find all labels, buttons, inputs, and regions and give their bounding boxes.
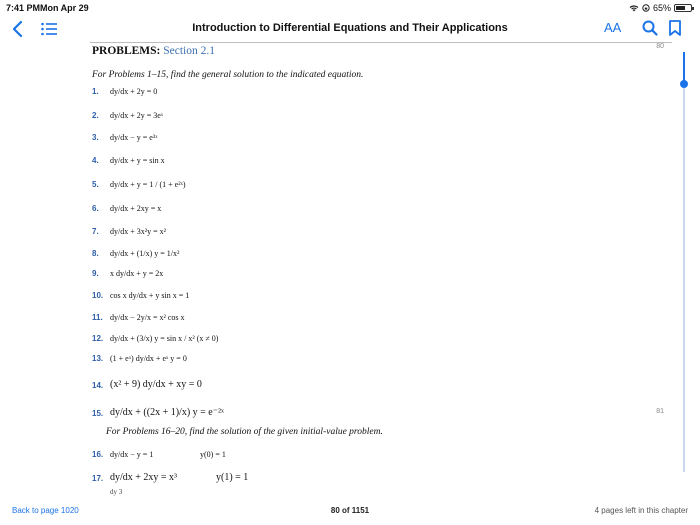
status-date: Mon Apr 29: [40, 3, 89, 13]
problem-number: 17.: [92, 474, 104, 483]
page-indicator: 80 of 1151: [330, 506, 370, 515]
footer-bar: [0, 498, 700, 525]
problem-number: 4.: [92, 156, 99, 165]
nav-bar: [0, 16, 700, 42]
page-scrubber-progress: [683, 52, 685, 82]
battery-percent: 65%: [652, 3, 671, 13]
problems-heading: [92, 45, 215, 57]
battery-icon: [674, 4, 692, 12]
problem-expression: cos x dy/dx + y sin x = 1: [110, 291, 190, 300]
problem-expression: dy/dx + 2xy = x: [110, 204, 162, 213]
problem-number: 16.: [92, 450, 104, 459]
problem-expression: (x² + 9) dy/dx + xy = 0: [110, 379, 202, 390]
problems-label: PROBLEMS:: [92, 45, 161, 57]
problem-number: 8.: [92, 249, 99, 258]
problem-expression: (1 + eˣ) dy/dx + eˣ y = 0: [110, 354, 187, 363]
problem-expression: dy/dx + 2y = 3eˣ: [110, 111, 164, 120]
status-time: 7:41 PM: [6, 3, 41, 13]
problem-number: 11.: [92, 313, 103, 322]
text-size-button[interactable]: AA: [604, 20, 622, 35]
problem-number: 12.: [92, 334, 104, 343]
problem-number: 13.: [92, 354, 104, 363]
instructions-ivp: For Problems 16–20, find the solution of the given initial-value problem.: [106, 427, 383, 437]
instructions-general: For Problems 1–15, find the general solution to the indicated equation.: [92, 70, 364, 80]
section-link[interactable]: Section 2.1: [163, 45, 215, 57]
problem-expression: dy/dx + (3/x) y = sin x / x² (x ≠ 0): [110, 334, 219, 343]
bookmark-icon[interactable]: [668, 20, 682, 36]
book-title: Introduction to Differential Equations and Their Applications: [192, 22, 508, 34]
wifi-icon: [629, 4, 639, 12]
problem-expression: dy/dx + ((2x + 1)/x) y = e⁻²ˣ: [110, 407, 224, 418]
page-top-rule: [90, 42, 672, 43]
problem-number: 5.: [92, 180, 99, 189]
initial-condition: y(0) = 1: [200, 450, 226, 459]
search-icon[interactable]: [642, 20, 658, 36]
problem-expression: dy/dx + 2xy = x³: [110, 472, 178, 483]
partial-next-problem: dy 3: [110, 488, 123, 496]
problem-number: 2.: [92, 111, 99, 120]
problem-number: 1.: [92, 87, 99, 96]
problem-expression: dy/dx + y = sin x: [110, 156, 165, 165]
problem-expression: dy/dx + y = 1 / (1 + e²ˣ): [110, 180, 186, 189]
problem-number: 10.: [92, 291, 104, 300]
problem-expression: x dy/dx + y = 2x: [110, 269, 164, 278]
problem-expression: dy/dx − 2y/x = x² cos x: [110, 313, 185, 322]
lock-rotation-icon: [642, 4, 650, 12]
problem-expression: dy/dx − y = e³ˣ: [110, 133, 158, 142]
problem-number: 7.: [92, 227, 99, 236]
problem-number: 15.: [92, 409, 104, 418]
page-scrubber-handle[interactable]: [680, 80, 688, 88]
problem-expression: dy/dx + 2y = 0: [110, 87, 158, 96]
initial-condition: y(1) = 1: [216, 472, 249, 483]
problem-number: 9.: [92, 269, 99, 278]
page-scrubber-track[interactable]: [683, 52, 685, 472]
battery-fill: [676, 6, 685, 10]
problem-expression: dy/dx + 3x²y = x²: [110, 227, 167, 236]
status-bar: [0, 0, 700, 16]
problem-number: 14.: [92, 381, 104, 390]
facing-page-number: 81: [656, 408, 664, 415]
problem-number: 3.: [92, 133, 99, 142]
problem-number: 6.: [92, 204, 99, 213]
problem-expression: dy/dx − y = 1: [110, 450, 154, 459]
back-to-page-link[interactable]: Back to page 1020: [12, 506, 79, 515]
running-page-number: 80: [656, 43, 664, 50]
pages-left-label: 4 pages left in this chapter: [594, 506, 688, 515]
status-right: [629, 3, 692, 13]
problem-expression: dy/dx + (1/x) y = 1/x²: [110, 249, 180, 258]
